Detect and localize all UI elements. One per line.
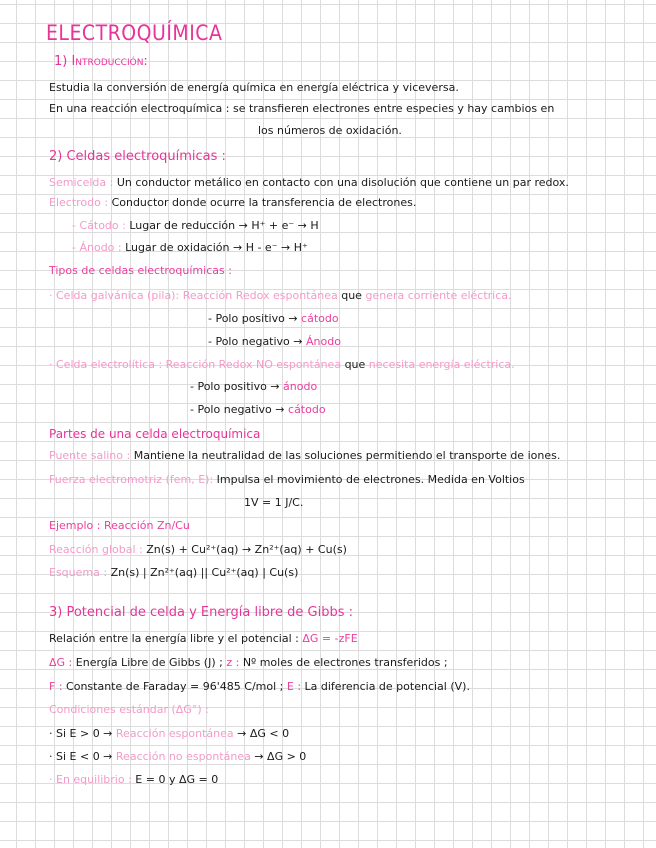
relation-line (49, 632, 358, 646)
puente-definition: Mantiene la neutralidad de las soluciones permitiendo el transporte de iones. (133, 449, 561, 462)
relation-equation: ΔG = -zFE (302, 632, 358, 645)
fem-definition: Impulsa el movimiento de electrones. Medida en Voltios (216, 473, 525, 486)
galvanica-que: que (341, 289, 362, 302)
section-3-heading: 3) Potencial de celda y Energía libre de Gibbs : (49, 605, 353, 620)
galvanica-line (49, 289, 512, 303)
condition-2 (49, 750, 306, 764)
electrolitica-term: · Celda electrolítica : (49, 358, 163, 371)
ejemplo-heading: Ejemplo : Reacción Zn/Cu (49, 519, 190, 532)
z-definition: Nº moles de electrones transferidos ; (242, 656, 448, 669)
catodo-term: - Cátodo : (72, 219, 126, 232)
condition-1-if: · Si E > 0 → (49, 727, 113, 740)
dg-term: ΔG : (49, 656, 73, 669)
conditions-heading: Condiciones estándar (ΔG°) : (49, 703, 209, 716)
anodo-term: - Ánodo : (72, 241, 122, 254)
condition-3-label: · En equilibrio : (49, 773, 132, 786)
section-2-heading: 2) Celdas electroquímicas : (49, 149, 226, 164)
electrolitica-line (49, 358, 515, 372)
electrolitica-positive (190, 380, 317, 394)
electrolitica-negative-label: - Polo negativo → (190, 403, 285, 416)
galvanica-positive-value: cátodo (301, 312, 339, 325)
electrodo-definition: Conductor donde ocurre la transferencia de electrones. (111, 196, 417, 209)
condition-2-dg: → ΔG > 0 (254, 750, 307, 763)
intro-line-1: Estudia la conversión de energía química en energía eléctrica y viceversa. (49, 81, 459, 94)
condition-1-result: Reacción espontánea (115, 727, 234, 740)
galvanica-result: genera corriente eléctrica. (365, 289, 512, 302)
anodo-line (72, 241, 308, 255)
condition-3 (49, 773, 218, 787)
f-term: F : (49, 680, 63, 693)
partes-heading: Partes de una celda electroquímica (49, 427, 261, 441)
electrolitica-negative-value: cátodo (288, 403, 326, 416)
condition-2-result: Reacción no espontánea (115, 750, 251, 763)
tipos-heading: Tipos de celdas electroquímicas : (49, 264, 232, 277)
fem-line (49, 473, 525, 487)
global-line (49, 543, 347, 557)
galvanica-negative-value: Ánodo (306, 335, 341, 348)
catodo-definition: Lugar de reducción → H⁺ + e⁻ → H (129, 219, 319, 232)
condition-3-values: E = 0 y ΔG = 0 (135, 773, 219, 786)
dg-definition: Energía Libre de Gibbs (J) ; (75, 656, 223, 669)
intro-line-3: los números de oxidación. (258, 124, 402, 137)
puente-term: Puente salino : (49, 449, 131, 462)
intro-line-2: En una reacción electroquímica : se transfieren electrones entre especies y hay cambios en (49, 102, 555, 115)
condition-1-dg: → ΔG < 0 (237, 727, 290, 740)
galvanica-positive (208, 312, 339, 326)
esquema-line (49, 566, 298, 580)
global-term: Reacción global : (49, 543, 143, 556)
catodo-line (72, 219, 319, 233)
electrolitica-positive-label: - Polo positivo → (190, 380, 280, 393)
fem-equation: 1V = 1 J/C. (244, 496, 304, 509)
esquema-notation: Zn(s) | Zn²⁺(aq) || Cu²⁺(aq) | Cu(s) (110, 566, 299, 579)
galvanica-term: · Celda galvánica (pila): (49, 289, 180, 302)
galvanica-negative (208, 335, 341, 349)
esquema-term: Esquema : (49, 566, 108, 579)
semicelda-line (49, 176, 569, 190)
f-definition: Constante de Faraday = 96'485 C/mol ; (66, 680, 284, 693)
global-equation: Zn(s) + Cu²⁺(aq) → Zn²⁺(aq) + Cu(s) (146, 543, 347, 556)
galvanica-positive-label: - Polo positivo → (208, 312, 298, 325)
electrodo-term: Electrodo : (49, 196, 109, 209)
page-title: ELECTROQUÍMICA (46, 21, 223, 45)
electrolitica-negative (190, 403, 326, 417)
semicelda-definition: Un conductor metálico en contacto con una disolución que contiene un par redox. (116, 176, 569, 189)
fem-term: Fuerza electromotriz (fem, E): (49, 473, 214, 486)
electrolitica-reaction: Reacción Redox NO espontánea (165, 358, 342, 371)
galvanica-reaction: Reacción Redox espontánea (182, 289, 338, 302)
anodo-definition: Lugar de oxidación → H - e⁻ → H⁺ (125, 241, 308, 254)
z-term: z : (226, 656, 240, 669)
e-definition: La diferencia de potencial (V). (304, 680, 470, 693)
galvanica-negative-label: - Polo negativo → (208, 335, 303, 348)
condition-2-if: · Si E < 0 → (49, 750, 113, 763)
section-1-heading: 1) Introducción: (54, 54, 148, 69)
electrolitica-positive-value: ánodo (283, 380, 318, 393)
condition-1 (49, 727, 289, 741)
semicelda-term: Semicelda : (49, 176, 114, 189)
symbols-line-1 (49, 656, 448, 670)
e-term: E : (286, 680, 302, 693)
puente-line (49, 449, 560, 463)
electrodo-line (49, 196, 416, 210)
electrolitica-que: que (344, 358, 366, 371)
symbols-line-2 (49, 680, 470, 694)
relation-text: Relación entre la energía libre y el potencial : (49, 632, 299, 645)
electrolitica-result: necesita energía eléctrica. (368, 358, 515, 371)
